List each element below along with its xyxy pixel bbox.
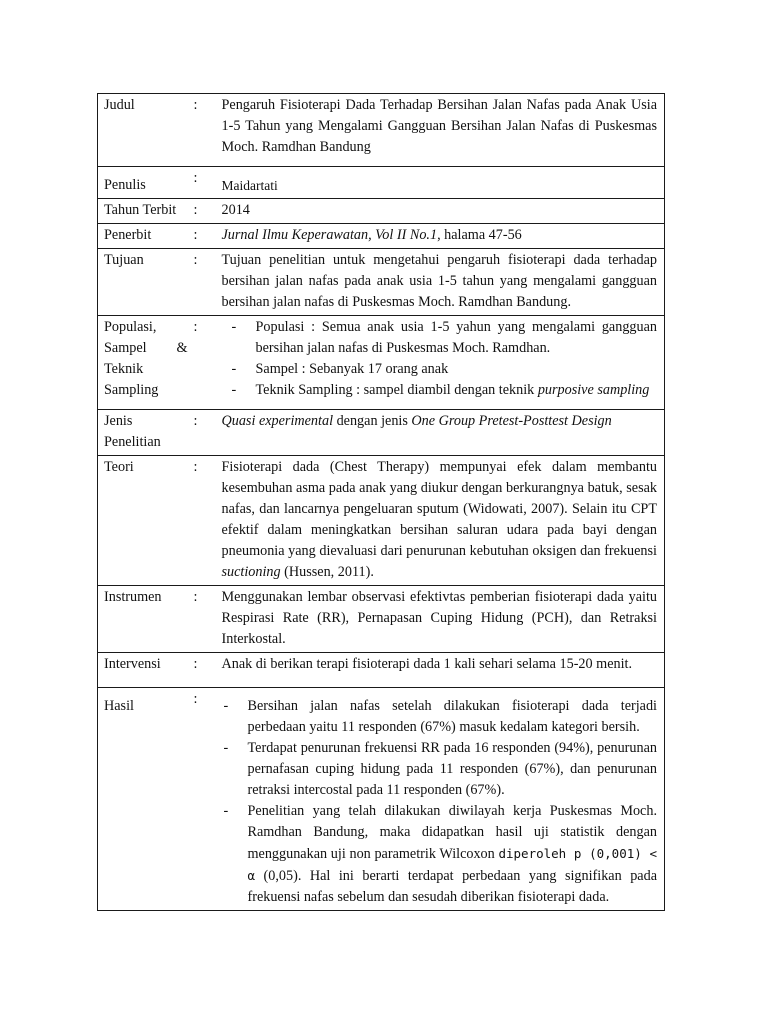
colon-separator: : <box>194 456 216 586</box>
label-tujuan: Tujuan <box>98 249 194 316</box>
teknik-sampling-italic: purposive sampling <box>537 382 650 398</box>
list-item-hasil-2: - Terdapat penurunan frekuensi RR pada 16 responden (94%), penurunan pernafasan cuping hidung pada 11 responden (67%), dan penurunan retraksi intercostal pada 11 responden (67%). <box>222 738 658 801</box>
populasi-list <box>222 317 658 401</box>
row-instrumen <box>98 586 665 653</box>
teori-text-2: (Hussen, 2011). <box>280 564 374 580</box>
value-tahun-terbit: 2014 <box>216 199 665 224</box>
value-populasi-sampel <box>216 316 665 410</box>
row-penulis <box>98 167 665 199</box>
label-jenis-penelitian <box>98 410 194 456</box>
teori-italic: suctioning <box>221 564 281 580</box>
row-penerbit <box>98 224 665 249</box>
row-tujuan <box>98 249 665 316</box>
list-item-hasil-3 <box>222 801 658 908</box>
hasil-3-text-b: (0,05). Hal ini berarti terdapat perbedaan yang signifikan pada frekuensi nafas sebelum dan sesudah diberikan fisioterapi dada. <box>247 868 657 905</box>
jenis-italic-1: Quasi experimental <box>221 413 334 429</box>
list-item-teknik-sampling <box>222 380 658 401</box>
label-teknik: Teknik <box>104 361 144 377</box>
row-populasi-sampel <box>98 316 665 410</box>
label-sampel-line <box>104 338 188 359</box>
teori-text-1: Fisioterapi dada (Chest Therapy) mempunyai efek dalam membantu kesembuhan asma pada anak yang diukur dengan berkurangnya batuk, sesak nafas, dan lancarnya pengeluaran sputum (Widowati, 2007). Selain itu CPT efektif dalam meningkatkan bersihan saluran udara pada bayi dengan pneumonia yang dievaluasi dari penurunan kebutuhan oksigen dan frekuensi <box>221 459 657 559</box>
colon-separator: : <box>194 410 216 456</box>
label-teori: Teori <box>98 456 194 586</box>
label-populasi: Populasi, <box>104 319 157 335</box>
hasil-3-formula: diperoleh p (0,001) < α <box>247 846 657 883</box>
teknik-sampling-text: Teknik Sampling : sampel diambil dengan teknik <box>255 382 538 398</box>
jenis-text: dengan jenis <box>333 413 412 429</box>
label-hasil: Hasil <box>98 688 194 911</box>
value-teori <box>216 456 665 586</box>
colon-separator: : <box>194 586 216 653</box>
label-judul: Judul <box>98 94 194 167</box>
colon-separator: : <box>194 224 216 249</box>
label-instrumen: Instrumen <box>98 586 194 653</box>
journal-name: Jurnal Ilmu Keperawatan, Vol II No.1 <box>221 227 438 243</box>
hasil-3-text-a: Penelitian yang telah dilakukan diwilayah kerja Puskesmas Moch. Ramdhan Bandung, maka didapatkan hasil uji statistik dengan menggunakan uji non parametrik Wilcoxon <box>247 803 657 862</box>
value-jenis-penelitian <box>216 410 665 456</box>
list-item-sampel: - Sampel : Sebanyak 17 orang anak <box>222 359 658 380</box>
label-tahun-terbit: Tahun Terbit <box>98 199 194 224</box>
row-jenis-penelitian <box>98 410 665 456</box>
label-penelitian: Penelitian <box>104 434 161 450</box>
value-penerbit <box>216 224 665 249</box>
colon-separator: : <box>194 199 216 224</box>
colon-separator: : <box>194 94 216 167</box>
journal-review-table-container <box>97 93 664 911</box>
journal-review-table <box>97 93 665 911</box>
label-jenis: Jenis <box>104 413 133 429</box>
colon-separator: : <box>194 316 216 410</box>
label-sampling: Sampling <box>104 382 159 398</box>
value-tujuan: Tujuan penelitian untuk mengetahui pengaruh fisioterapi dada terhadap bersihan jalan nafas pada anak usia 1-5 tahun yang mengalami gangguan bersihan jalan nafas di Puskesmas Moch. Ramdhan Bandung. <box>216 249 665 316</box>
row-tahun-terbit <box>98 199 665 224</box>
value-hasil <box>216 688 665 911</box>
list-item-hasil-1: - Bersihan jalan nafas setelah dilakukan fisioterapi dada terjadi perbedaan yaitu 11 responden (67%) masuk kedalam kategori bersih. <box>222 696 658 738</box>
value-instrumen: Menggunakan lembar observasi efektivtas pemberian fisioterapi dada yaitu Respirasi Rate (RR), Pernapasan Cuping Hidung (PCH), dan Retraksi Interkostal. <box>216 586 665 653</box>
label-populasi-sampel <box>98 316 194 410</box>
value-judul: Pengaruh Fisioterapi Dada Terhadap Bersihan Jalan Nafas pada Anak Usia 1-5 Tahun yang Mengalami Gangguan Bersihan Jalan Nafas di Puskesmas Moch. Ramdhan Bandung <box>216 94 665 167</box>
value-intervensi: Anak di berikan terapi fisioterapi dada 1 kali sehari selama 15-20 menit. <box>216 653 665 688</box>
colon-separator: : <box>194 249 216 316</box>
jenis-italic-2: One Group Pretest-Posttest Design <box>411 413 612 429</box>
colon-separator: : <box>194 653 216 688</box>
label-sampel: Sampel <box>104 340 147 356</box>
hasil-list <box>222 696 658 908</box>
label-ampersand: & <box>176 340 188 356</box>
list-item-populasi: - Populasi : Semua anak usia 1-5 yahun yang mengalami gangguan bersihan jalan nafas di Puskesmas Moch. Ramdhan. <box>222 317 658 359</box>
row-teori <box>98 456 665 586</box>
label-penulis: Penulis <box>98 167 194 199</box>
row-hasil <box>98 688 665 911</box>
label-intervensi: Intervensi <box>98 653 194 688</box>
row-intervensi <box>98 653 665 688</box>
value-penulis: Maidartati <box>216 167 665 199</box>
label-penerbit: Penerbit <box>98 224 194 249</box>
row-judul <box>98 94 665 167</box>
journal-pages: , halama 47-56 <box>437 227 522 243</box>
colon-separator: : <box>194 167 216 199</box>
colon-separator: : <box>194 688 216 911</box>
